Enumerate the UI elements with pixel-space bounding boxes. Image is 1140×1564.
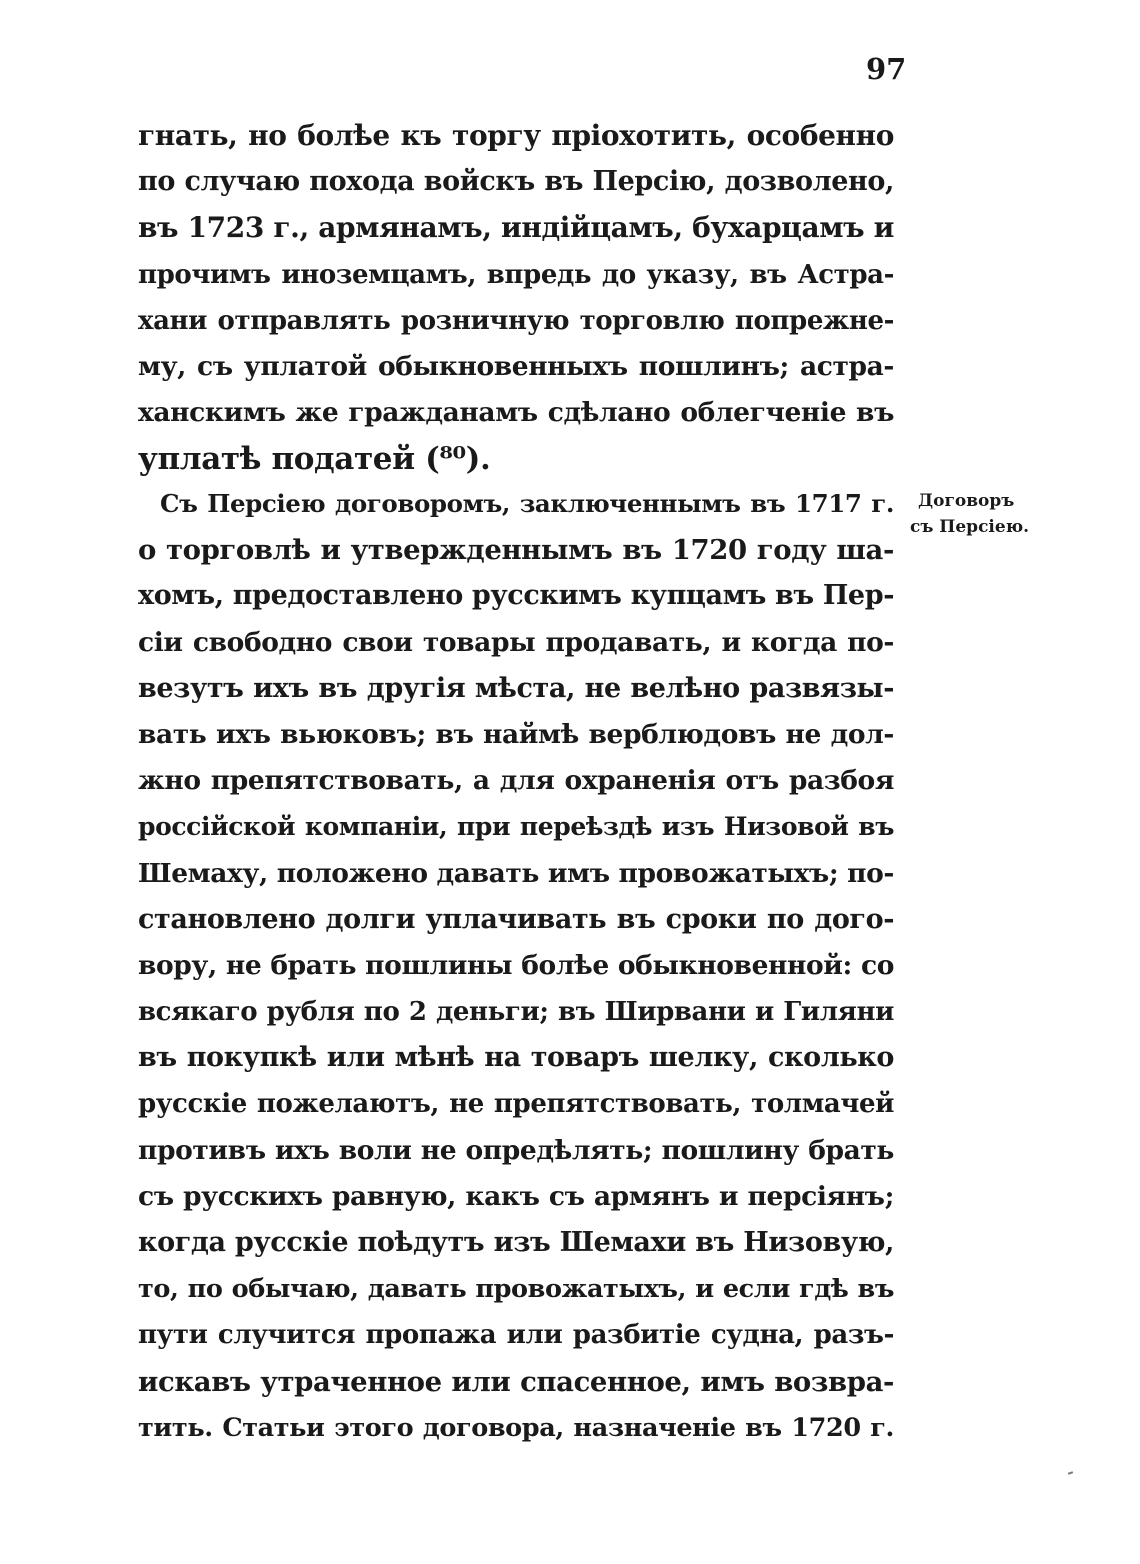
text-line: му, съ уплатой обыкновенныхъ пошлинъ; астра- bbox=[138, 350, 894, 382]
text-line: становлено долги уплачивать въ сроки по дого- bbox=[138, 903, 894, 935]
text-line: хомъ, предоставлено русскимъ купцамъ въ Пер- bbox=[138, 580, 894, 612]
margin-note bbox=[910, 488, 1038, 540]
text-line: Съ Персіею договоромъ, заключеннымъ въ 1717 г. bbox=[160, 489, 894, 518]
text-line: пути случится пропажа или разбитіе судна, разъ- bbox=[138, 1320, 894, 1351]
text-line: противъ ихъ воли не опредѣлять; пошлину брать bbox=[138, 1134, 894, 1166]
text-line: когда русскіе поѣдутъ изъ Шемахи въ Низовую, bbox=[138, 1227, 894, 1258]
text-line: гнать, но болѣе къ торгу пріохотить, особенно bbox=[138, 119, 894, 152]
text-line: то, по обычаю, давать провожатыхъ, и если гдѣ въ bbox=[138, 1274, 894, 1305]
text-line: съ русскихъ равную, какъ съ армянъ и персіянъ; bbox=[138, 1180, 894, 1212]
text-line: россійской компаніи, при переѣздѣ изъ Низовой въ bbox=[138, 812, 894, 842]
text-line: везутъ ихъ въ другія мѣста, не велѣно развязы- bbox=[138, 672, 894, 704]
margin-note-line: съ Персіею. bbox=[910, 517, 1030, 537]
text-line: вать ихъ вьюковъ; въ наймѣ верблюдовъ не дол- bbox=[138, 718, 894, 750]
text-line: хани отправлять розничную торговлю попрежне- bbox=[138, 305, 894, 336]
text-line: русскіе пожелаютъ, не препятствовать, толмачей bbox=[138, 1089, 894, 1120]
text-line: жно препятствовать, а для охраненія отъ разбоя bbox=[138, 765, 894, 797]
text-line: ханскимъ же гражданамъ сдѣлано облегченіе въ bbox=[138, 397, 894, 429]
text-line: уплатѣ податей (⁸⁰). bbox=[138, 441, 491, 478]
margin-note-line: Договоръ bbox=[918, 491, 1015, 511]
text-line: въ покупкѣ или мѣнѣ на товаръ шелку, сколько bbox=[138, 1042, 894, 1074]
text-line: прочимъ иноземцамъ, впредь до указу, въ Астра- bbox=[138, 259, 894, 290]
paragraph-2 bbox=[138, 481, 894, 1451]
scan-speck bbox=[1068, 1471, 1073, 1475]
text-line: по случаю похода войскъ въ Персію, дозволено, bbox=[138, 166, 894, 198]
text-line: вору, не брать пошлины болѣе обыкновенной: со bbox=[138, 949, 894, 981]
text-line: Шемаху, положено давать имъ провожатыхъ; по- bbox=[138, 857, 894, 889]
page-number: 97 bbox=[866, 52, 907, 86]
text-line: тить. Статьи этого договора, назначеніе въ 1720 г. bbox=[138, 1412, 894, 1443]
text-line: въ 1723 г., армянамъ, индійцамъ, бухарцамъ и bbox=[138, 211, 894, 245]
text-line: о торговлѣ и утвержденнымъ въ 1720 году ша- bbox=[138, 534, 894, 567]
text-line: искавъ утраченное или спасенное, имъ возвра- bbox=[138, 1365, 894, 1398]
paragraph-1 bbox=[138, 113, 894, 483]
text-line: сіи свободно свои товары продавать, и когда по- bbox=[138, 626, 894, 658]
text-line: всякаго рубля по 2 деньги; въ Ширвани и Гиляни bbox=[138, 997, 894, 1028]
